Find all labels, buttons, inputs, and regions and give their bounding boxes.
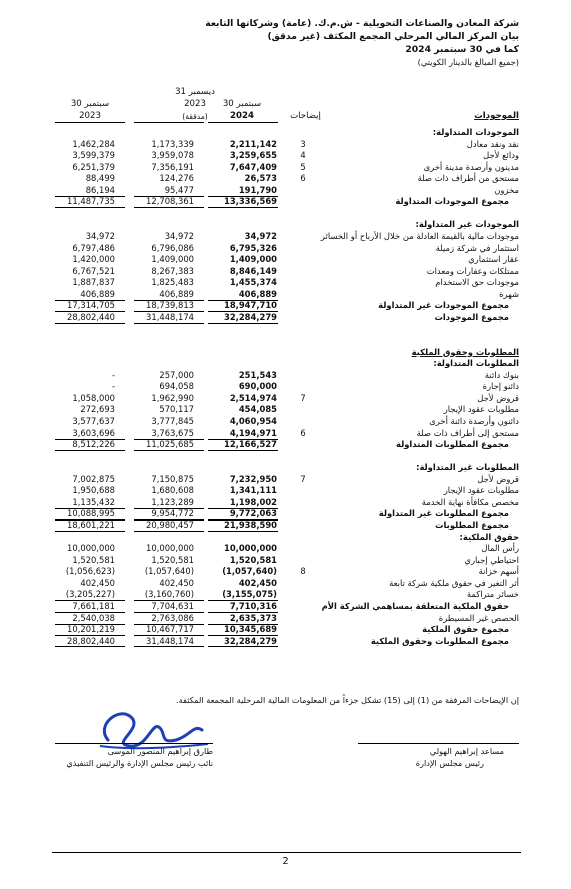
total-rule (55, 311, 125, 312)
dec-2023-value: 694,058 (159, 381, 194, 392)
total-row (0, 508, 571, 519)
sep-2023-value: 1,887,837 (72, 277, 115, 288)
total-rule (134, 508, 204, 509)
row-label: استثمار في شركة زميلة (435, 242, 519, 253)
sep-2023-value: 28,802,440 (67, 635, 115, 646)
total-rule (208, 196, 278, 197)
row-label: مجموع المطلوبات (435, 520, 509, 531)
sep-2023-value: 7,002,875 (72, 473, 115, 484)
table-row (0, 555, 571, 566)
row-label: المطلوبات وحقوق الملكية (411, 346, 519, 357)
sep-2023-value: 88,499 (85, 173, 115, 184)
currency-note: (جميع المبالغ بالدينار الكويتي) (417, 57, 519, 67)
col1-header-year: 2024 (230, 111, 254, 121)
left-signatory-title: نائب رئيس مجلس الإدارة والرئيس التنفيذي (66, 758, 213, 768)
dec-2023-value: 257,000 (159, 369, 194, 380)
table-row (0, 254, 571, 265)
sep-2023-value: 2,540,038 (72, 612, 115, 623)
row-label: مدينون وأرصدة مدينة أخرى (423, 161, 519, 172)
footnote: إن الإيضاحات المرفقة من (1) إلى (15) تشكل جزءاً من المعلومات المالية المرحلية المجمعة المكثفة. (175, 695, 519, 705)
total-rule (208, 520, 278, 521)
current-value: 26,573 (244, 173, 277, 184)
section-header-row (0, 219, 571, 230)
total-rule (208, 635, 278, 636)
row-label: رأس المال (481, 543, 519, 554)
current-value: 7,232,950 (229, 473, 277, 484)
table-row (0, 370, 571, 381)
current-value: 1,520,581 (229, 554, 277, 565)
row-note-ref: 4 (300, 150, 306, 161)
sep-2023-value: 1,950,688 (72, 485, 115, 496)
current-value: 7,710,316 (229, 600, 277, 611)
table-row (0, 266, 571, 277)
left-signature-line (55, 743, 213, 744)
row-label: مجموع حقوق الملكية (422, 624, 509, 635)
current-value: 10,345,689 (224, 624, 277, 635)
total-rule (55, 600, 125, 601)
sep-2023-value: - (111, 369, 115, 380)
sep-2023-value: 3,599,379 (72, 150, 115, 161)
total-row (0, 636, 571, 647)
current-value: 21,938,590 (224, 520, 277, 531)
current-value: 34,972 (244, 231, 277, 242)
current-value: 191,790 (238, 184, 277, 195)
table-row (0, 578, 571, 589)
col2-header-rule (134, 122, 204, 123)
sep-2023-value: - (111, 381, 115, 392)
row-label: حقوق الملكية: (459, 531, 519, 542)
col2-header-year: 2023 (184, 99, 206, 109)
row-label: مجموع الموجودات المتداولة (395, 196, 509, 207)
dec-2023-value: 9,954,772 (151, 508, 194, 519)
sep-2023-value: 6,797,486 (72, 242, 115, 253)
dec-2023-value: 124,276 (159, 173, 194, 184)
total-rule (208, 439, 278, 440)
total-rule (208, 624, 278, 625)
dec-2023-value: 7,356,191 (151, 161, 194, 172)
total-rule (55, 624, 125, 625)
current-value: 13,336,569 (224, 196, 277, 207)
row-label: دائنون وأرصدة دائنة أخرى (429, 416, 519, 426)
row-label: ودائع لأجل (483, 150, 519, 161)
total-rule (134, 311, 204, 312)
row-label: قروض لأجل (477, 473, 519, 484)
current-value: 3,259,655 (229, 150, 277, 161)
sep-2023-value: 3,603,696 (72, 427, 115, 438)
total-row (0, 300, 571, 311)
current-value: 12,166,527 (224, 439, 277, 450)
dec-2023-value: (1,057,640) (144, 566, 194, 577)
row-note-ref: 6 (300, 427, 306, 438)
current-value: 9,772,063 (229, 508, 277, 519)
row-note-ref: 5 (300, 161, 306, 172)
total-rule (55, 520, 125, 521)
right-signature-line (358, 743, 519, 744)
row-label: احتياطي إجباري (464, 554, 519, 565)
table-row (0, 543, 571, 554)
total-rule (208, 311, 278, 312)
table-row (0, 393, 571, 404)
dec-2023-value: (3,160,760) (144, 589, 194, 600)
current-value: 1,341,111 (229, 485, 277, 496)
table-row (0, 497, 571, 508)
dec-2023-value: 6,796,086 (151, 242, 194, 253)
row-label: مجموع المطلوبات غير المتداولة (378, 508, 509, 519)
sep-2023-value: (1,056,623) (65, 566, 115, 577)
col3-header-month: 30 سبتمبر (70, 99, 110, 109)
table-row (0, 139, 571, 150)
current-value: 454,085 (238, 404, 277, 415)
row-note-ref: 7 (300, 473, 306, 484)
row-note-ref: 3 (300, 138, 306, 149)
sep-2023-value: 272,693 (80, 404, 115, 415)
row-label: مجموع المطلوبات وحقوق الملكية (370, 635, 509, 646)
table-row (0, 381, 571, 392)
current-value: (3,155,075) (222, 589, 277, 600)
total-row (0, 601, 571, 612)
total-row (0, 312, 571, 323)
row-label: موجودات مالية بالقيمة العادلة من خلال الأرباح أو الخسائر (320, 231, 519, 242)
assets-header: الموجودات (474, 111, 519, 121)
dec-2023-value: 1,680,608 (151, 485, 194, 496)
row-label: دائنو إجارة (482, 381, 519, 392)
table-row (0, 185, 571, 196)
current-value: 7,647,409 (229, 161, 277, 172)
dec-2023-value: 10,467,717 (146, 624, 194, 635)
row-label: بنوك دائنة (484, 369, 519, 380)
dec-2023-value: 570,117 (159, 404, 194, 415)
table-row (0, 566, 571, 577)
signature-scribble (90, 700, 210, 752)
dec-2023-value: 2,763,086 (151, 612, 194, 623)
row-label: مجموع الموجودات (434, 311, 509, 322)
sep-2023-value: 1,135,432 (72, 496, 115, 507)
dec-2023-value: 406,889 (159, 288, 194, 299)
total-rule (55, 196, 125, 197)
total-rule (134, 600, 204, 601)
row-label: الموجودات المتداولة: (432, 127, 519, 137)
section-header-row (0, 347, 571, 358)
sep-2023-value: 1,520,581 (72, 554, 115, 565)
row-label: موجودات حق الاستخدام (435, 277, 519, 288)
current-value: 18,947,710 (224, 300, 277, 311)
sep-2023-value: 3,577,637 (72, 416, 115, 426)
dec-2023-value: 1,173,339 (151, 138, 194, 149)
table-row (0, 173, 571, 184)
dec-2023-value: 402,450 (159, 577, 194, 588)
row-label: قروض لأجل (477, 392, 519, 403)
dec-2023-value: 11,025,685 (146, 439, 194, 450)
current-value: 1,198,002 (229, 496, 277, 507)
col3-header-year: 2023 (79, 111, 101, 121)
current-value: 251,543 (238, 369, 277, 380)
table-row (0, 277, 571, 288)
sep-2023-value: 28,802,440 (67, 311, 115, 322)
footer-rule (52, 852, 521, 853)
current-value: (1,057,640) (222, 566, 277, 577)
current-value: 8,846,149 (229, 265, 277, 276)
sep-2023-value: 6,251,379 (72, 161, 115, 172)
row-label: الحصص غير المسيطرة (438, 612, 519, 623)
total-rule (55, 635, 125, 636)
dec-2023-value: 34,972 (164, 231, 194, 242)
table-row (0, 474, 571, 485)
current-value: 1,455,374 (229, 277, 277, 288)
spacer-row (0, 451, 571, 462)
dec-2023-value: 3,959,078 (151, 150, 194, 161)
table-row (0, 485, 571, 496)
dec-2023-value: 12,708,361 (146, 196, 194, 207)
total-row (0, 624, 571, 635)
dec-2023-value: 31,448,174 (146, 635, 194, 646)
sep-2023-value: 1,420,000 (72, 254, 115, 265)
sep-2023-value: 8,512,226 (72, 439, 115, 450)
dec-2023-value: 3,777,845 (151, 416, 194, 426)
spacer-row (0, 335, 571, 346)
table-row (0, 289, 571, 300)
row-label: مجموع الموجودات غير المتداولة (378, 300, 509, 311)
section-header-row (0, 532, 571, 543)
dec-2023-value: 31,448,174 (146, 311, 194, 322)
current-value: 406,889 (238, 288, 277, 299)
dec-2023-value: 95,477 (164, 184, 194, 195)
total-rule (134, 439, 204, 440)
table-row (0, 613, 571, 624)
row-label: مستحق إلى أطراف ذات صلة (416, 427, 519, 438)
current-value: 32,284,279 (224, 311, 277, 322)
dec-2023-value: 1,825,483 (151, 277, 194, 288)
current-value: 2,635,373 (229, 612, 277, 623)
row-label: شهرة (499, 288, 519, 299)
row-label: ممتلكات وعقارات ومعدات (426, 265, 519, 276)
current-value: 4,060,954 (229, 416, 277, 426)
notes-header: إيضاحات (290, 111, 321, 121)
total-row (0, 520, 571, 531)
dec-2023-value: 1,409,000 (151, 254, 194, 265)
row-label: حقوق الملكية المتعلقة بمساهمي الشركة الأم (321, 600, 509, 611)
statement-title: بيان المركز المالي المرحلي المجمع المكثف (غير مدقق) (267, 31, 519, 42)
sep-2023-value: 17,314,705 (67, 300, 115, 311)
table-row (0, 162, 571, 173)
row-label: أسهم خزانة (478, 566, 519, 577)
total-rule (55, 646, 125, 647)
total-row (0, 196, 571, 207)
current-value: 2,514,974 (229, 392, 277, 403)
row-note-ref: 6 (300, 173, 306, 184)
sep-2023-value: 406,889 (80, 288, 115, 299)
row-label: أثر التغير في حقوق ملكية شركة تابعة (389, 577, 519, 588)
sep-2023-value: 1,462,284 (72, 138, 115, 149)
table-row (0, 150, 571, 161)
table-row (0, 428, 571, 439)
row-label: خسائر متراكمة (466, 589, 519, 600)
dec-2023-value: 8,267,383 (151, 265, 194, 276)
row-label: مطلوبات عقود الإيجار (443, 404, 519, 415)
row-label: المطلوبات غير المتداولة: (416, 462, 519, 473)
table-row (0, 243, 571, 254)
sep-2023-value: 402,450 (80, 577, 115, 588)
col2-header-audited: (مدققة) (182, 112, 208, 121)
sep-2023-value: 7,661,181 (72, 600, 115, 611)
total-rule (55, 439, 125, 440)
total-rule (55, 300, 125, 301)
sep-2023-value: 34,972 (85, 231, 115, 242)
col3-header-rule (55, 122, 125, 123)
dec-2023-value: 3,763,675 (151, 427, 194, 438)
row-note-ref: 8 (300, 566, 306, 577)
row-label: الموجودات غير المتداولة: (415, 219, 519, 230)
sep-2023-value: 86,194 (85, 184, 115, 195)
sep-2023-value: (3,205,227) (65, 589, 115, 600)
sep-2023-value: 10,201,219 (67, 624, 115, 635)
dec-2023-value: 1,962,990 (151, 392, 194, 403)
current-value: 32,284,279 (224, 635, 277, 646)
row-label: مجموع المطلوبات المتداولة (396, 439, 509, 450)
row-label: مطلوبات عقود الإيجار (443, 485, 519, 496)
right-signatory-name: مساعد إبراهيم الهولي (429, 746, 504, 756)
row-label: نقد ونقد معادل (466, 138, 519, 149)
col1-header-rule (208, 122, 278, 123)
total-rule (208, 300, 278, 301)
current-value: 690,000 (238, 381, 277, 392)
current-value: 402,450 (238, 577, 277, 588)
total-rule (134, 196, 204, 197)
company-name: شركة المعادن والصناعات التحويلية - ش.م.ك. (عامة) وشركاتها التابعة (205, 18, 519, 29)
page-number: 2 (282, 856, 289, 867)
sep-2023-value: 18,601,221 (67, 520, 115, 531)
total-rule (134, 646, 204, 647)
sep-2023-value: 6,767,521 (72, 265, 115, 276)
total-rule (134, 624, 204, 625)
dec-2023-value: 20,980,457 (146, 520, 194, 531)
row-label: مخزون (494, 184, 519, 195)
dec-2023-value: 1,520,581 (151, 554, 194, 565)
right-signatory-title: رئيس مجلس الإدارة (415, 758, 484, 768)
total-rule (134, 635, 204, 636)
dec-2023-value: 18,739,813 (146, 300, 194, 311)
row-label: مخصص مكافأة نهاية الخدمة (421, 496, 519, 507)
section-header-row (0, 358, 571, 369)
total-rule (208, 508, 278, 509)
dec-2023-value: 7,150,875 (151, 473, 194, 484)
col2-header-month: 31 ديسمبر (175, 87, 215, 97)
total-rule (208, 600, 278, 601)
row-label: المطلوبات المتداولة: (433, 358, 519, 369)
col1-header-month: 30 سبتمبر (222, 99, 262, 109)
current-value: 4,194,971 (229, 427, 277, 438)
spacer-row (0, 208, 571, 219)
total-rule (134, 520, 204, 521)
spacer-row (0, 324, 571, 335)
table-row (0, 231, 571, 242)
current-value: 6,795,326 (229, 242, 277, 253)
row-label: مستحق من أطراف ذات صلة (417, 173, 519, 184)
total-rule (134, 300, 204, 301)
total-row (0, 439, 571, 450)
statement-date: كما في 30 سبتمبر 2024 (405, 44, 519, 55)
total-rule (55, 508, 125, 509)
row-note-ref: 7 (300, 392, 306, 403)
table-row (0, 589, 571, 600)
dec-2023-value: 1,123,289 (151, 496, 194, 507)
dec-2023-value: 10,000,000 (146, 543, 194, 554)
dec-2023-value: 7,704,631 (151, 600, 194, 611)
sep-2023-value: 11,487,735 (67, 196, 115, 207)
section-header-row (0, 462, 571, 473)
current-value: 10,000,000 (224, 543, 277, 554)
sep-2023-value: 10,088,995 (67, 508, 115, 519)
table-row (0, 404, 571, 415)
total-rule (208, 646, 278, 647)
current-value: 1,409,000 (229, 254, 277, 265)
section-header-row (0, 127, 571, 138)
left-signatory-name: طارق إبراهيم المنصور الموسى (107, 746, 213, 756)
sep-2023-value: 1,058,000 (72, 392, 115, 403)
sep-2023-value: 10,000,000 (67, 543, 115, 554)
row-label: عقار استثماري (468, 254, 519, 265)
current-value: 2,211,142 (229, 138, 277, 149)
table-row (0, 416, 571, 427)
